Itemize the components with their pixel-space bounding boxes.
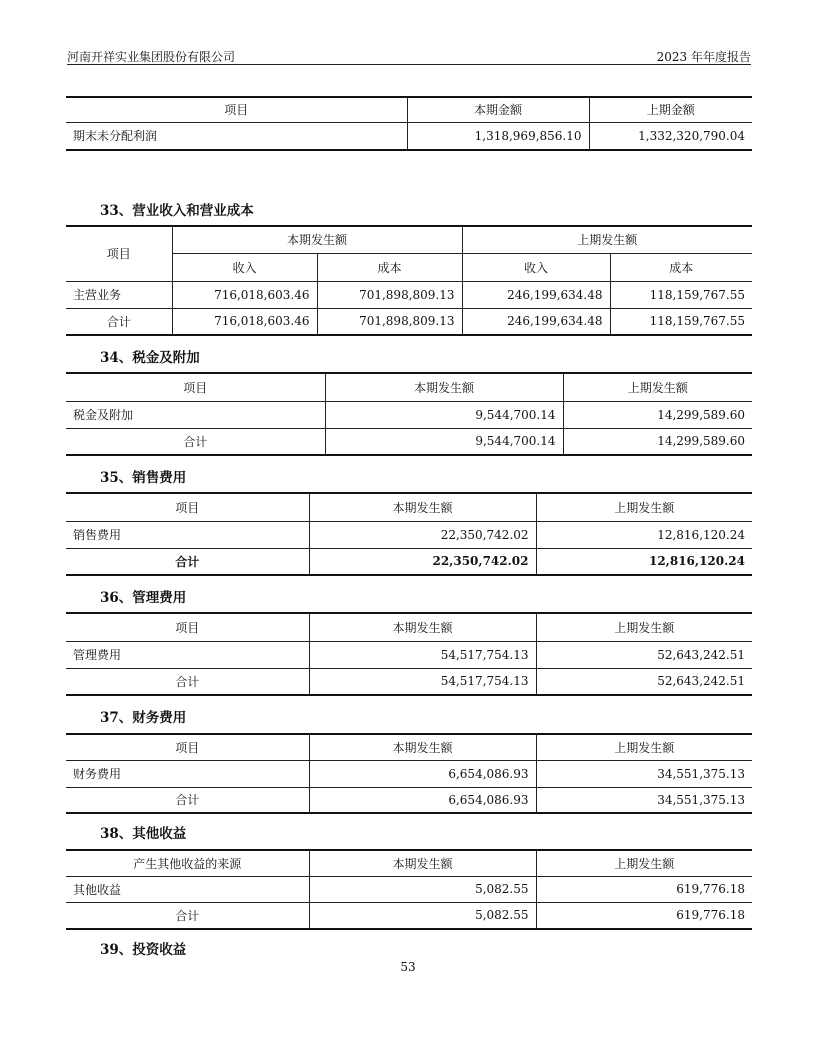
header-cell: 成本: [317, 253, 462, 281]
header-cell: 上期发生额: [462, 226, 752, 253]
page-header: [67, 46, 751, 65]
table-header-row: [66, 734, 752, 760]
current-value: 54,517,754.13: [309, 641, 536, 668]
table-row: [66, 760, 752, 787]
table-row: [66, 876, 752, 902]
row-label: 税金及附加: [66, 401, 325, 428]
table-row-total: [66, 308, 752, 335]
table-row: [66, 281, 752, 308]
admin-expenses-table: [66, 612, 752, 696]
table-row: [66, 122, 752, 150]
header-cell: 本期发生额: [309, 850, 536, 876]
previous-income: 246,199,634.48: [462, 281, 610, 308]
current-cost: 701,898,809.13: [317, 308, 462, 335]
row-label: 合计: [66, 428, 325, 455]
row-label: 主营业务: [66, 281, 172, 308]
row-label: 销售费用: [66, 521, 309, 548]
previous-income: 246,199,634.48: [462, 308, 610, 335]
table-row-total: [66, 787, 752, 813]
other-income-table: [66, 849, 752, 930]
previous-value: 34,551,375.13: [536, 760, 752, 787]
row-label: 财务费用: [66, 760, 309, 787]
previous-value: 12,816,120.24: [536, 521, 752, 548]
table-row: [66, 641, 752, 668]
current-income: 716,018,603.46: [172, 281, 317, 308]
previous-value: 14,299,589.60: [563, 428, 752, 455]
undistributed-profit-table: [66, 96, 752, 151]
row-label: 管理费用: [66, 641, 309, 668]
finance-expenses-table: [66, 733, 752, 814]
table-row: [66, 521, 752, 548]
header-cell: 本期发生额: [172, 226, 462, 253]
current-value: 6,654,086.93: [309, 760, 536, 787]
previous-value: 619,776.18: [536, 876, 752, 902]
table-header-row: [66, 613, 752, 641]
section-34-title: 34、税金及附加: [100, 350, 200, 366]
table-header-row: [66, 226, 752, 253]
company-name: 河南开祥实业集团股份有限公司: [67, 50, 236, 64]
header-cell: 项目: [66, 613, 309, 641]
row-label: 其他收益: [66, 876, 309, 902]
header-cell: 项目: [66, 226, 172, 281]
current-value: 9,544,700.14: [325, 428, 563, 455]
table-row-total: [66, 548, 752, 575]
header-cell: 项目: [66, 493, 309, 521]
table-header-row: [66, 850, 752, 876]
row-label: 合计: [66, 308, 172, 335]
previous-value: 12,816,120.24: [536, 548, 752, 575]
current-value: 22,350,742.02: [309, 548, 536, 575]
header-cell: 上期发生额: [536, 850, 752, 876]
header-cell: 收入: [462, 253, 610, 281]
section-39-title: 39、投资收益: [100, 942, 187, 958]
section-38-title: 38、其他收益: [100, 826, 187, 842]
current-value: 54,517,754.13: [309, 668, 536, 695]
current-value: 6,654,086.93: [309, 787, 536, 813]
previous-value: 619,776.18: [536, 902, 752, 929]
previous-value: 52,643,242.51: [536, 641, 752, 668]
report-title: 2023 年年度报告: [656, 50, 751, 64]
current-value: 9,544,700.14: [325, 401, 563, 428]
current-value: 22,350,742.02: [309, 521, 536, 548]
current-value: 5,082.55: [309, 902, 536, 929]
previous-value: 1,332,320,790.04: [589, 122, 752, 150]
header-cell: 收入: [172, 253, 317, 281]
header-cell: 本期发生额: [309, 734, 536, 760]
row-label: 合计: [66, 787, 309, 813]
table-header-row: [66, 373, 752, 401]
header-cell: 项目: [66, 97, 407, 122]
header-cell: 上期发生额: [536, 613, 752, 641]
current-cost: 701,898,809.13: [317, 281, 462, 308]
selling-expenses-table: [66, 492, 752, 576]
row-label: 期末未分配利润: [66, 122, 407, 150]
header-cell: 项目: [66, 373, 325, 401]
header-cell: 成本: [610, 253, 752, 281]
table-header-row: [66, 493, 752, 521]
header-cell: 上期发生额: [563, 373, 752, 401]
header-cell: 本期金额: [407, 97, 589, 122]
page-number: 53: [400, 960, 416, 974]
taxes-surcharges-table: [66, 372, 752, 456]
section-37-title: 37、财务费用: [100, 710, 187, 726]
current-income: 716,018,603.46: [172, 308, 317, 335]
section-36-title: 36、管理费用: [100, 590, 187, 606]
header-cell: 上期发生额: [536, 493, 752, 521]
table-row: [66, 401, 752, 428]
header-cell: 本期发生额: [309, 613, 536, 641]
previous-cost: 118,159,767.55: [610, 281, 752, 308]
table-row-total: [66, 428, 752, 455]
table-row-total: [66, 668, 752, 695]
previous-value: 52,643,242.51: [536, 668, 752, 695]
current-value: 1,318,969,856.10: [407, 122, 589, 150]
header-cell: 本期发生额: [325, 373, 563, 401]
header-cell: 上期发生额: [536, 734, 752, 760]
row-label: 合计: [66, 902, 309, 929]
header-cell: 产生其他收益的来源: [66, 850, 309, 876]
current-value: 5,082.55: [309, 876, 536, 902]
row-label: 合计: [66, 668, 309, 695]
table-row-total: [66, 902, 752, 929]
header-cell: 本期发生额: [309, 493, 536, 521]
section-35-title: 35、销售费用: [100, 470, 187, 486]
revenue-cost-table: [66, 225, 752, 336]
header-cell: 上期金额: [589, 97, 752, 122]
previous-value: 14,299,589.60: [563, 401, 752, 428]
header-cell: 项目: [66, 734, 309, 760]
section-33-title: 33、营业收入和营业成本: [100, 203, 254, 219]
table-header-row: [66, 97, 752, 122]
row-label: 合计: [66, 548, 309, 575]
previous-value: 34,551,375.13: [536, 787, 752, 813]
previous-cost: 118,159,767.55: [610, 308, 752, 335]
